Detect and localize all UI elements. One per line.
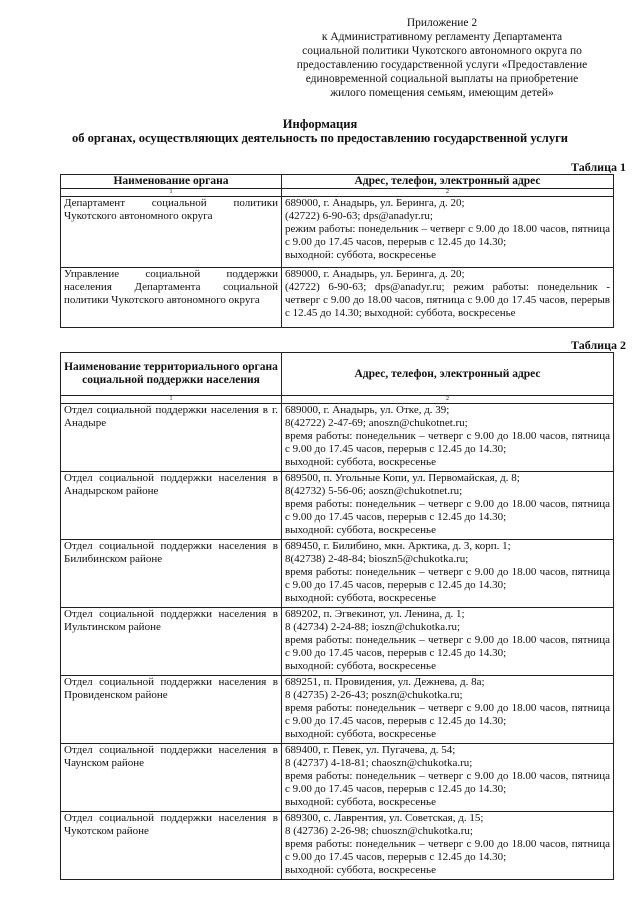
appendix-line: единовременной социальной выплаты на приобретение (305, 73, 579, 85)
org-address (282, 540, 614, 608)
org-address (282, 197, 614, 268)
table-row (61, 540, 614, 608)
table2-colnum: 2 (282, 396, 614, 404)
table-row (61, 404, 614, 472)
table1-header-address: Адрес, телефон, электронный адрес (282, 175, 614, 189)
appendix-line: к Административному регламенту Департамента (321, 31, 563, 43)
address-line: 8 (42735) 2-26-43; poszn@chukotka.ru; (285, 689, 463, 701)
address-line: выходной: суббота, воскресенье (285, 864, 436, 876)
org-address (282, 608, 614, 676)
document-title: Информация (282, 117, 358, 131)
address-line: 689400, г. Певек, ул. Пугачева, д. 54; (285, 744, 456, 756)
address-line: 689000, г. Анадырь, ул. Беринга, д. 20; (285, 268, 465, 280)
table-row (61, 812, 614, 880)
address-line: выходной: суббота, воскресенье (285, 456, 436, 468)
appendix-line: Приложение 2 (406, 17, 478, 29)
address-line: 689300, с. Лаврентия, ул. Советская, д. 15; (285, 812, 484, 824)
address-line: выходной: суббота, воскресенье (285, 660, 436, 672)
address-line: время работы: понедельник – четверг с 9.00 до 18.00 часов, пятница с 9.00 до 17.45 часов, перерыв с 12.45 до 14.30; (285, 838, 610, 863)
table-row (61, 744, 614, 812)
table2-header-org: Наименование территориального органа социальной поддержки населения (61, 353, 282, 396)
address-line: время работы: понедельник – четверг с 9.00 до 18.00 часов, пятница с 9.00 до 17.45 часов, перерыв с 12.45 до 14.30; (285, 498, 610, 523)
address-line: режим работы: понедельник – четверг с 9.00 до 18.00 часов, пятница с 9.00 до 17.45 часов, перерыв с 12.45 до 14.30; (285, 223, 610, 248)
address-line: (42722) 6-90-63; dps@anadyr.ru; (285, 210, 433, 222)
address-line: выходной: суббота, воскресенье (285, 728, 436, 740)
org-name: Отдел социальной поддержки населения в Чаунском районе (61, 744, 282, 812)
table-row (61, 608, 614, 676)
address-line: 8 (42734) 2-24-88; ioszn@chukotka.ru; (285, 621, 461, 633)
appendix-line: предоставлению государственной услуги «Предоставление (296, 59, 588, 71)
address-line: 689000, г. Анадырь, ул. Беринга, д. 20; (285, 197, 465, 209)
address-line: время работы: понедельник – четверг с 9.00 до 18.00 часов, пятница с 9.00 до 17.45 часов, перерыв с 12.45 до 14.30; (285, 770, 610, 795)
address-line: 689202, п. Эгвекинот, ул. Ленина, д. 1; (285, 608, 465, 620)
table1-colnum: 1 (61, 189, 282, 197)
address-line: 8(42732) 5-56-06; aoszn@chukotnet.ru; (285, 485, 463, 497)
appendix-line: жилого помещения семьям, имеющим детей» (330, 87, 554, 99)
table1-header-org: Наименование органа (61, 175, 282, 189)
address-line: 689500, п. Угольные Копи, ул. Первомайская, д. 8; (285, 472, 520, 484)
org-address (282, 812, 614, 880)
address-line: время работы: понедельник – четверг с 9.00 до 18.00 часов, пятница с 9.00 до 17.45 часов, перерыв с 12.45 до 14.30; (285, 634, 610, 659)
address-line: время работы: понедельник – четверг с 9.00 до 18.00 часов, пятница с 9.00 до 17.45 часов, перерыв с 12.45 до 14.30; (285, 702, 610, 727)
table2 (60, 352, 614, 880)
appendix-line: социальной политики Чукотского автономного округа по (302, 45, 582, 57)
address-line: 689450, г. Билибино, мкн. Арктика, д. 3, корп. 1; (285, 540, 511, 552)
address-line: выходной: суббота, воскресенье (285, 249, 436, 261)
org-name: Отдел социальной поддержки населения в г. Анадыре (61, 404, 282, 472)
org-name: Отдел социальной поддержки населения в Чукотском районе (61, 812, 282, 880)
org-name: Отдел социальной поддержки населения в Анадырском районе (61, 472, 282, 540)
table2-header-address: Адрес, телефон, электронный адрес (282, 353, 614, 396)
table-row (61, 268, 614, 328)
table2-colnum: 1 (61, 396, 282, 404)
address-line: время работы: понедельник – четверг с 9.00 до 18.00 часов, пятница с 9.00 до 17.45 часов, перерыв с 12.45 до 14.30; (285, 430, 610, 455)
table1 (60, 174, 614, 328)
table1-label: Таблица 1 (571, 160, 626, 174)
org-name: Департамент социальной политики Чукотского автономного округа (61, 197, 282, 268)
table-row (61, 197, 614, 268)
org-address (282, 268, 614, 328)
address-line: выходной: суббота, воскресенье (285, 592, 436, 604)
table1-colnum: 2 (282, 189, 614, 197)
table-row (61, 676, 614, 744)
address-line: 689000, г. Анадырь, ул. Отке, д. 39; (285, 404, 450, 416)
org-address (282, 472, 614, 540)
org-name: Отдел социальной поддержки населения в Билибинском районе (61, 540, 282, 608)
address-line: 8 (42736) 2-26-98; chuoszn@chukotka.ru; (285, 825, 473, 837)
table-row (61, 472, 614, 540)
appendix-header (262, 16, 622, 100)
address-line: 8(42738) 2-48-84; bioszn5@chukotka.ru; (285, 553, 469, 565)
org-address (282, 404, 614, 472)
address-line: выходной: суббота, воскресенье (285, 524, 436, 536)
address-line: (42722) 6-90-63; dps@anadyr.ru; режим работы: понедельник - четверг с 9.00 до 18.00 часов, пятница с 9.00 до 17.45 часов, перерыв с 12.45 до 14.30; выходной: суббота, воскресенье (285, 281, 610, 319)
address-line: время работы: понедельник – четверг с 9.00 до 18.00 часов, пятница с 9.00 до 17.45 часов, перерыв с 12.45 до 14.30; (285, 566, 610, 591)
org-name: Отдел социальной поддержки населения в Иультинском районе (61, 608, 282, 676)
address-line: выходной: суббота, воскресенье (285, 796, 436, 808)
address-line: 8 (42737) 4-18-81; chaoszn@chukotka.ru; (285, 757, 473, 769)
document-title-block (0, 117, 640, 145)
org-name: Управление социальной поддержки населения Департамента социальной политики Чукотского автономного округа (61, 268, 282, 328)
org-address (282, 676, 614, 744)
document-subtitle: об органах, осуществляющих деятельность по предоставлению государственной услуги (72, 131, 568, 145)
org-address (282, 744, 614, 812)
org-name: Отдел социальной поддержки населения в Провиденском районе (61, 676, 282, 744)
table2-label: Таблица 2 (571, 338, 626, 352)
address-line: 689251, п. Провидения, ул. Дежнева, д. 8а; (285, 676, 485, 688)
address-line: 8(42722) 2-47-69; anoszn@chukotnet.ru; (285, 417, 468, 429)
